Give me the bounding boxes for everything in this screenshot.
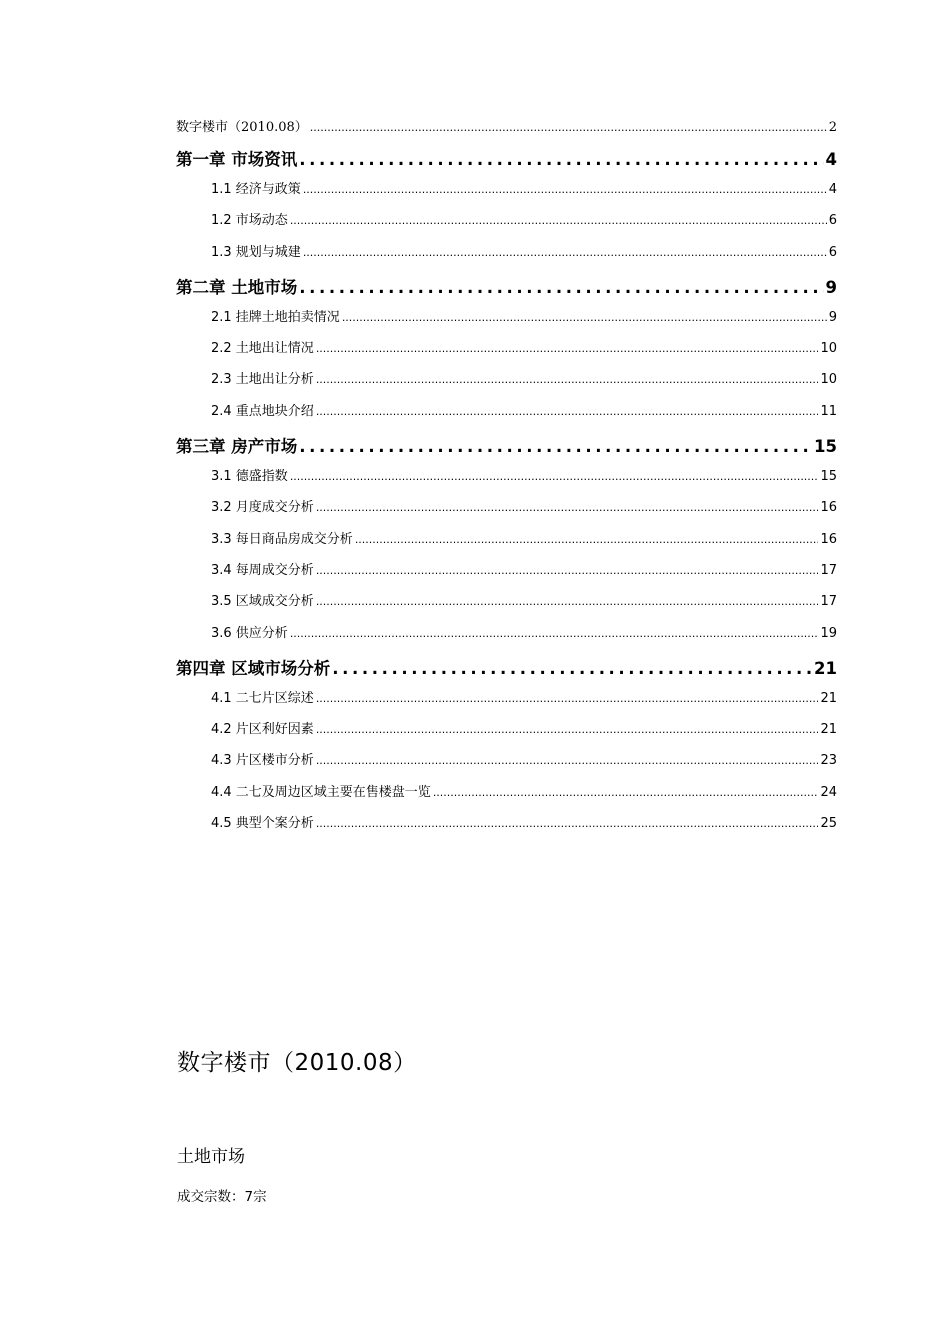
toc-dot-leader [290,469,819,484]
toc-dot-leader [299,278,823,297]
toc-entry[interactable] [176,718,837,749]
toc-entry-label: 数字楼市（2010.08） [176,120,308,135]
toc-entry[interactable] [176,559,837,590]
toc-chapter-label: 第三章 房产市场 [176,437,298,457]
toc-dot-leader [355,532,819,547]
toc-chapter[interactable] [176,431,837,465]
toc-chapter-page: 21 [814,658,837,678]
toc-dot-leader [316,594,819,609]
toc-entry-label: 3.6 供应分析 [211,625,288,641]
toc-entry-page: 24 [820,784,837,800]
toc-entry-page: 16 [820,500,837,516]
toc-entry-label: 3.2 月度成交分析 [211,500,314,516]
toc-entry[interactable] [176,306,837,337]
table-of-contents [176,112,837,843]
toc-entry[interactable] [176,465,837,496]
toc-dot-leader [332,659,812,678]
toc-chapter-label: 第二章 土地市场 [176,277,298,297]
toc-entry-page: 15 [820,469,837,485]
toc-entry[interactable] [176,496,837,527]
toc-entry-page: 21 [820,690,837,706]
toc-entry[interactable] [176,528,837,559]
toc-chapter-page: 15 [814,437,837,457]
toc-dot-leader [310,120,827,135]
toc-entry-page: 10 [820,372,837,388]
toc-dot-leader [290,626,819,641]
toc-dot-leader [316,372,819,387]
toc-entry-label: 4.5 典型个案分析 [211,816,314,832]
toc-entry-page: 2 [828,120,837,135]
toc-dot-leader [299,437,812,456]
toc-chapter-label: 第四章 区域市场分析 [176,658,331,678]
toc-dot-leader [342,310,827,325]
toc-entry[interactable] [176,749,837,780]
toc-entry-page: 19 [820,625,837,641]
toc-dot-leader [316,691,819,706]
toc-entry-label: 3.1 德盛指数 [211,469,288,485]
toc-entry-page: 9 [828,309,837,325]
body-text-line: 成交宗数：7宗 [177,1189,267,1205]
toc-entry[interactable] [176,337,837,368]
toc-entry[interactable] [176,209,837,240]
toc-dot-leader [316,722,819,737]
toc-entry-label: 1.1 经济与政策 [211,182,301,197]
toc-entry-label: 4.2 片区利好因素 [211,722,314,738]
toc-entry-label: 2.1 挂牌土地拍卖情况 [211,309,340,325]
toc-entry-page: 23 [820,753,837,769]
toc-entry-page: 4 [828,182,837,197]
toc-entry[interactable] [176,368,837,399]
toc-entry-page: 10 [820,341,837,357]
toc-chapter[interactable] [176,144,837,178]
document-title: 数字楼市（2010.08） [177,1050,417,1076]
toc-entry[interactable] [176,687,837,718]
toc-chapter-page: 4 [825,150,837,169]
toc-dot-leader [303,182,827,197]
toc-entry-label: 4.3 片区楼市分析 [211,753,314,769]
toc-entry-label: 3.4 每周成交分析 [211,562,314,578]
toc-entry[interactable] [176,400,837,431]
toc-entry-label: 1.3 规划与城建 [211,244,301,260]
toc-entry-label: 4.4 二七及周边区域主要在售楼盘一览 [211,784,431,800]
toc-dot-leader [303,245,827,260]
toc-entry-page: 25 [820,816,837,832]
toc-dot-leader [316,500,819,515]
toc-entry[interactable] [176,241,837,272]
toc-entry-page: 16 [820,531,837,547]
toc-entry[interactable] [176,590,837,621]
toc-entry[interactable] [176,781,837,812]
toc-chapter[interactable] [176,272,837,306]
toc-entry-page: 6 [828,244,837,260]
toc-entry-label: 3.5 区域成交分析 [211,594,314,610]
toc-entry[interactable] [176,112,837,144]
toc-chapter-label: 第一章 市场资讯 [176,150,298,169]
toc-entry-page: 11 [820,403,837,419]
toc-dot-leader [433,785,819,800]
toc-entry-page: 17 [820,594,837,610]
toc-entry[interactable] [176,178,837,209]
toc-dot-leader [316,404,819,419]
toc-entry-page: 17 [820,562,837,578]
toc-entry-label: 1.2 市场动态 [211,213,288,229]
toc-dot-leader [290,213,827,228]
section-heading: 土地市场 [177,1147,245,1167]
toc-entry-label: 4.1 二七片区综述 [211,690,314,706]
toc-chapter[interactable] [176,653,837,687]
toc-dot-leader [316,341,819,356]
toc-entry-label: 2.4 重点地块介绍 [211,403,314,419]
toc-entry-page: 6 [828,213,837,229]
toc-chapter-page: 9 [825,277,837,297]
toc-dot-leader [316,563,819,578]
toc-entry-label: 3.3 每日商品房成交分析 [211,531,353,547]
toc-dot-leader [316,753,819,768]
toc-dot-leader [299,150,823,169]
toc-entry[interactable] [176,812,837,843]
toc-entry-label: 2.2 土地出让情况 [211,341,314,357]
toc-entry[interactable] [176,622,837,653]
toc-entry-label: 2.3 土地出让分析 [211,372,314,388]
toc-entry-page: 21 [820,722,837,738]
toc-dot-leader [316,816,819,831]
